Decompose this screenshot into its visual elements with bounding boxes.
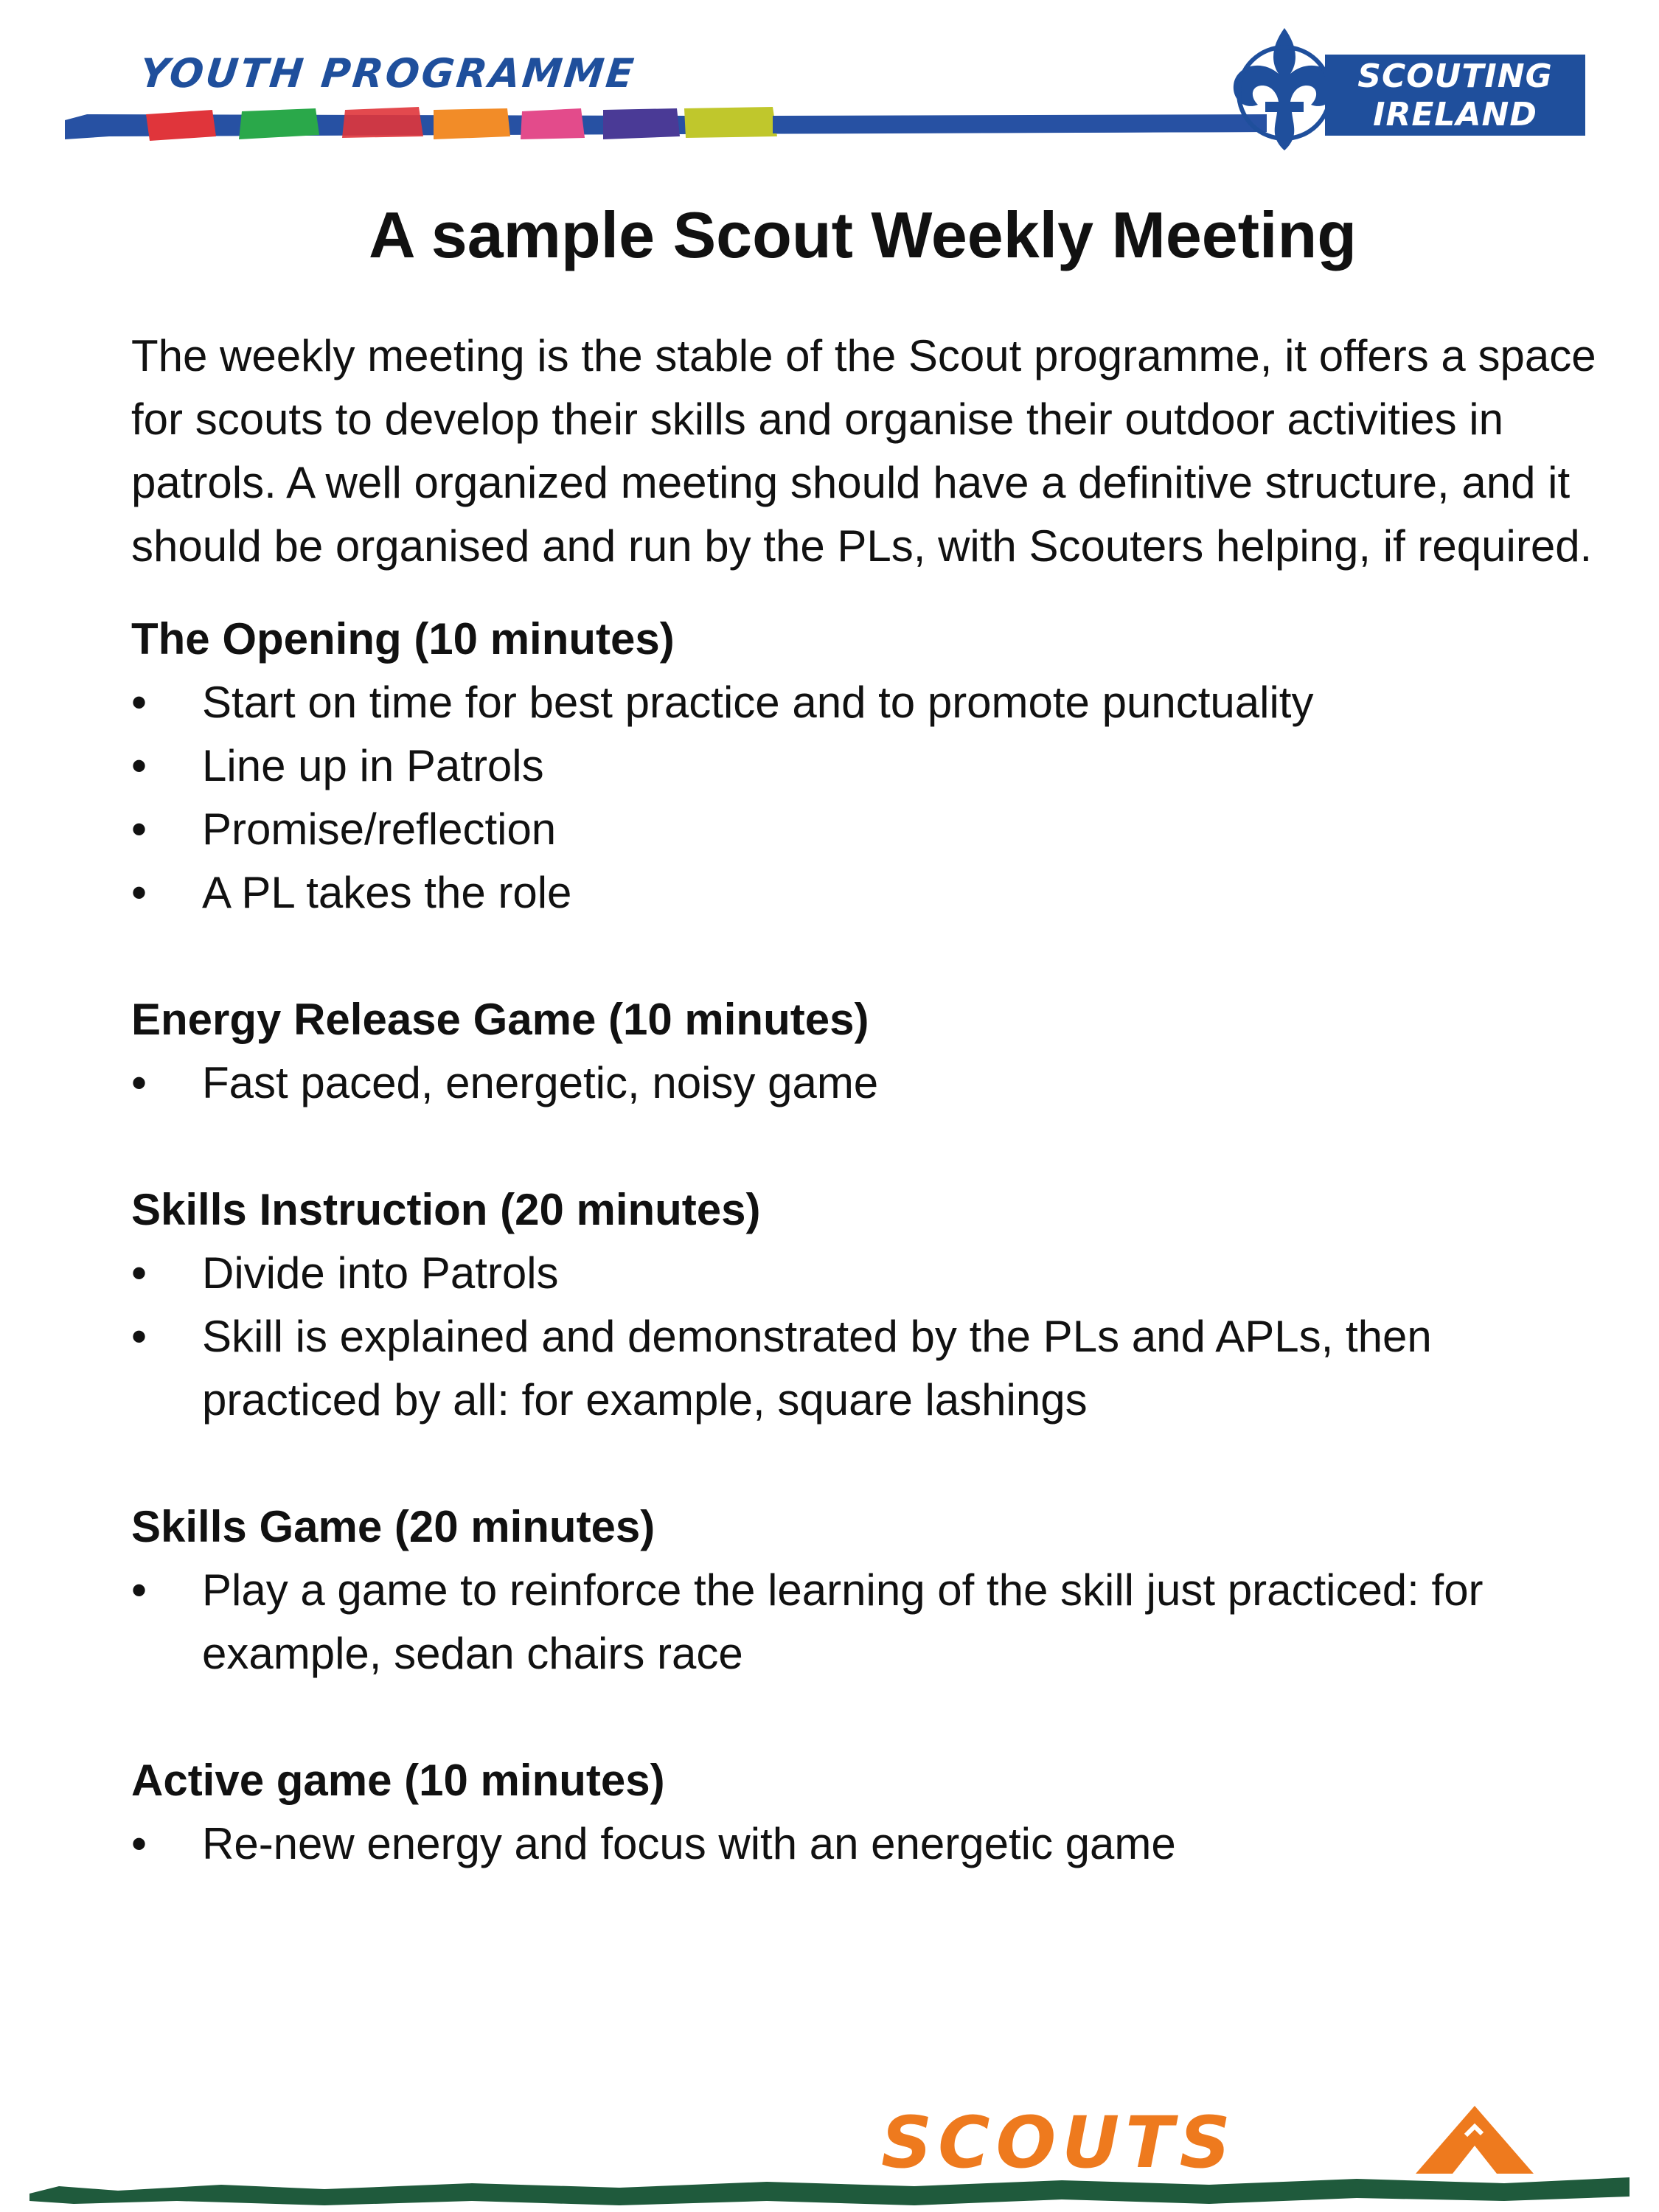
bullet-icon: • [131,741,147,790]
page-footer [0,2087,1659,2212]
programme-color-strip [65,107,1267,145]
bullet-icon: • [131,1312,147,1361]
list-item: • Re-new energy and focus with an energetic game [131,1812,1599,1876]
bullet-icon: • [131,678,147,727]
youth-programme-label: YOUTH PROGRAMME [137,50,639,97]
intro-paragraph: The weekly meeting is the stable of the Scout programme, it offers a space for scouts to develop their skills and organise their outdoor activities in patrols. A well organized meeting should have a definitive structure, and it should be organised and run by the PLs, with Scouters helping, if required. [131,331,1596,571]
bullet-icon: • [131,1248,147,1298]
page-header [0,0,1659,170]
bullet-list [131,1242,1599,1432]
bullet-icon: • [131,1819,147,1868]
logo-line-2: IRELAND [1373,96,1537,133]
footer-strip [29,2171,1630,2208]
section-heading: The Opening (10 minutes) [131,614,675,664]
list-item: • A PL takes the role [131,861,1599,925]
bullet-icon: • [131,804,147,854]
list-item: • Divide into Patrols [131,1242,1599,1305]
section-opening [131,608,1599,925]
page-title: A sample Scout Weekly Meeting [369,198,1357,271]
section-skills-instruction [131,1178,1599,1432]
bullet-icon: • [131,1565,147,1615]
list-item: • Play a game to reinforce the learning of the skill just practiced: for example, sedan chairs race [131,1559,1599,1686]
list-item: • Line up in Patrols [131,734,1599,798]
list-item: • Promise/reflection [131,798,1599,861]
section-heading: Skills Game (20 minutes) [131,1502,655,1551]
scouting-ireland-logo [1225,22,1624,155]
document-body [131,324,1599,1876]
list-item: • Start on time for best practice and to promote punctuality [131,671,1599,734]
section-energy-release-game [131,988,1599,1115]
bullet-list [131,1051,1599,1115]
list-item: • Skill is explained and demonstrated by the PLs and APLs, then practiced by all: for example, square lashings [131,1305,1599,1432]
section-skills-game [131,1495,1599,1686]
logo-line-1: SCOUTING [1357,58,1553,95]
bullet-icon: • [131,1058,147,1107]
section-heading: Skills Instruction (20 minutes) [131,1185,761,1234]
section-active-game [131,1749,1599,1876]
bullet-icon: • [131,868,147,917]
list-item: • Fast paced, energetic, noisy game [131,1051,1599,1115]
bullet-list [131,1559,1599,1686]
scouts-wordmark: SCOUTS [881,2101,1237,2184]
section-heading: Energy Release Game (10 minutes) [131,995,869,1044]
section-heading: Active game (10 minutes) [131,1756,665,1805]
bullet-list [131,671,1599,925]
bullet-list [131,1812,1599,1876]
tent-icon [1408,2100,1541,2181]
scouting-ireland-wordmark [1325,55,1585,136]
